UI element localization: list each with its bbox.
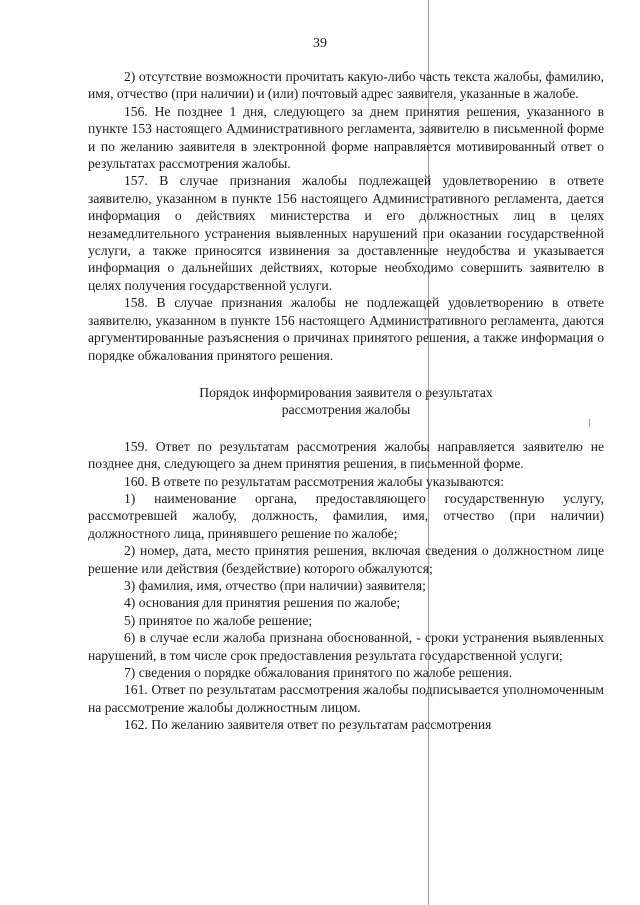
- paragraph-157: 157. В случае признания жалобы подлежащей удовлетворению в ответе заявителю, указанном в пункте 156 настоящего Административного регламента, дается информация о действиях министерства и его должностных лиц в целях незамедлительного устранения выявленных нарушений при оказании государственной услуги, а также приносятся извинения за доставленные неудобства и указывается информация о дальнейших действиях, которые необходимо совершить заявителю в целях получения государственной услуги.: [88, 173, 604, 293]
- section-heading: [88, 384, 604, 419]
- paragraph-158: 158. В случае признания жалобы не подлежащей удовлетворению в ответе заявителю, указанном в пункте 156 настоящего Административного регламента, даются аргументированные разъяснения о причинах принятого решения, а также информация о порядке обжалования принятого решения.: [88, 295, 604, 363]
- paragraph-159: 159. Ответ по результатам рассмотрения жалобы направляется заявителю не позднее дня, следующего за днем принятия решения, в письменной форме.: [88, 438, 604, 472]
- list-item-7: 7) сведения о порядке обжалования принятого по жалобе решения.: [124, 665, 513, 680]
- paragraph-item-2: 2) отсутствие возможности прочитать какую-либо часть текста жалобы, фамилию, имя, отчество (при наличии) и (или) почтовый адрес заявителя, указанные в жалобе.: [88, 69, 604, 102]
- paragraph-162: 162. По желанию заявителя ответ по результатам рассмотрения: [124, 717, 492, 733]
- list-item-2: 2) номер, дата, место принятия решения, включая сведения о должностном лице решение или действия (бездействие) которого обжалуются;: [88, 543, 604, 576]
- document-body: [88, 68, 604, 734]
- page-number: 39: [313, 36, 327, 51]
- section-heading-line-1: Порядок информирования заявителя о результатах: [199, 384, 493, 400]
- list-item-3: 3) фамилия, имя, отчество (при наличии) заявителя;: [124, 577, 426, 593]
- list-item-1: 1) наименование органа, предоставляющего государственную услугу, рассмотревшей жалобу, должность, фамилия, имя, отчество (при наличии) должностного лица, принявшего решение по жалобе;: [88, 490, 604, 541]
- section-heading-line-2: рассмотрения жалобы: [281, 402, 411, 418]
- list-item-4: 4) основания для принятия решения по жалобе;: [124, 595, 401, 611]
- list-item-6: 6) в случае если жалоба признана обоснованной, - сроки устранения выявленных нарушений, в том числе срок предоставления результата государственной услуги;: [88, 630, 604, 663]
- list-item-5: 5) принятое по жалобе решение;: [124, 612, 313, 628]
- paragraph-156: 156. Не позднее 1 дня, следующего за днем принятия решения, указанного в пункте 153 настоящего Административного регламента, заявителю в письменной форме и по желанию заявителя в электронной форме направляется мотивированный ответ о результатах рассмотрения жалобы.: [88, 103, 604, 172]
- paragraph-160: 160. В ответе по результатам рассмотрения жалобы указываются:: [124, 473, 505, 489]
- paragraph-161: 161. Ответ по результатам рассмотрения жалобы подписывается уполномоченным на рассмотрение жалобы должностным лицом.: [88, 682, 604, 715]
